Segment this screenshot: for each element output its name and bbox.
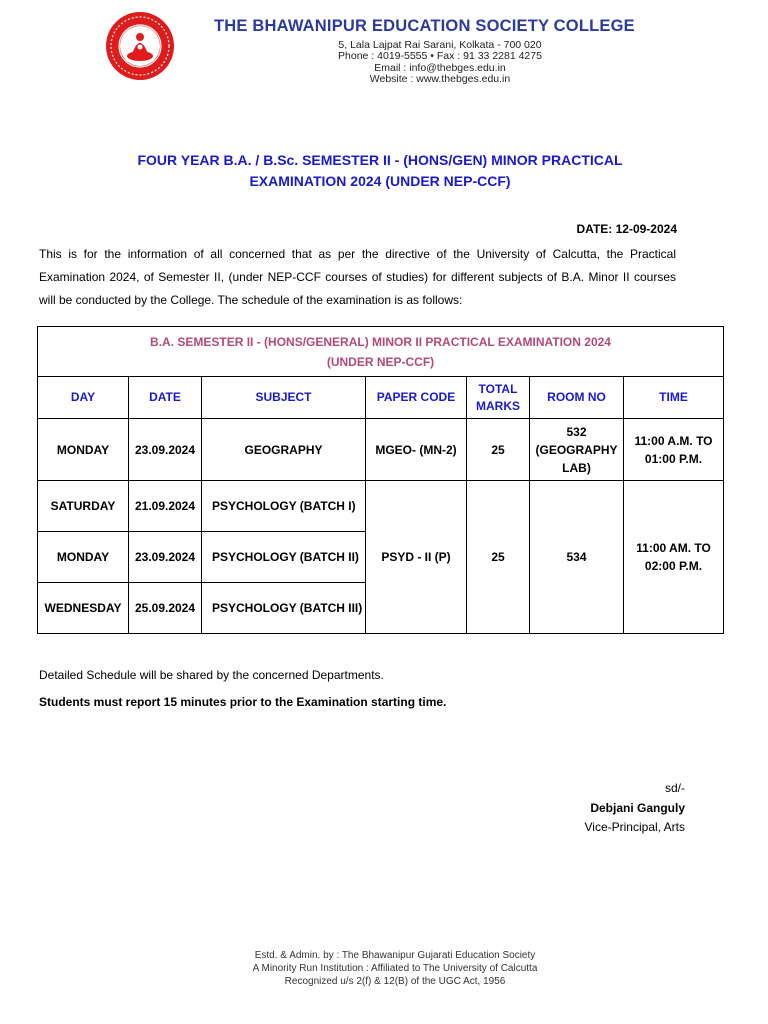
header-total-marks-line1: TOTAL	[478, 381, 518, 396]
cell-day: MONDAY	[38, 419, 129, 481]
cell-day: WEDNESDAY	[38, 583, 129, 634]
notice-intro: This is for the information of all concerned that as per the directive of the University of Calcutta, the Practical Examination 2024, of Semester II, (under NEP-CCF courses of studies) for different subjects of B.A. Minor II courses will be conducted by the College. The schedule of the examination is as follows:	[39, 247, 676, 307]
college-address: 5, Lala Lajpat Rai Sarani, Kolkata - 700 020	[338, 39, 542, 51]
header-total-marks-line2: MARKS	[476, 398, 520, 413]
table-title-line2: (UNDER NEP-CCF)	[326, 354, 435, 369]
header-time: TIME	[624, 377, 724, 419]
cell-marks: 25	[467, 481, 530, 634]
header-paper-code: PAPER CODE	[366, 377, 467, 419]
header-date: DATE	[129, 377, 202, 419]
cell-date: 21.09.2024	[129, 481, 202, 532]
cell-room-line3: LAB)	[562, 460, 591, 475]
cell-day: MONDAY	[38, 532, 129, 583]
header-subject: SUBJECT	[202, 377, 366, 419]
cell-subject: PSYCHOLOGY (BATCH I)	[202, 481, 366, 532]
signature-sd: sd/-	[664, 781, 685, 795]
notice-title-line1: FOUR YEAR B.A. / B.Sc. SEMESTER II - (HONS/GEN) MINOR PRACTICAL	[137, 152, 623, 168]
cell-date: 23.09.2024	[129, 532, 202, 583]
cell-time-line2: 01:00 P.M.	[644, 451, 703, 466]
cell-day: SATURDAY	[38, 481, 129, 532]
schedule-table	[37, 326, 724, 634]
footer-line3: Recognized u/s 2(f) & 12(B) of the UGC Act, 1956	[284, 976, 506, 987]
college-name: THE BHAWANIPUR EDUCATION SOCIETY COLLEGE	[214, 17, 635, 35]
table-title	[38, 327, 724, 377]
cell-time	[624, 419, 724, 481]
footer-line2: A Minority Run Institution : Affiliated to The University of Calcutta	[252, 963, 538, 974]
cell-subject: GEOGRAPHY	[202, 419, 366, 481]
cell-time-line1: 11:00 AM. TO	[636, 541, 711, 555]
cell-date: 25.09.2024	[129, 583, 202, 634]
footer-line1: Estd. & Admin. by : The Bhawanipur Gujarati Education Society	[254, 950, 536, 961]
cell-subject: PSYCHOLOGY (BATCH II)	[202, 532, 366, 583]
cell-subject: PSYCHOLOGY (BATCH III)	[202, 583, 366, 634]
note-detailed-schedule: Detailed Schedule will be shared by the concerned Departments.	[39, 668, 384, 682]
header-total-marks	[467, 377, 530, 419]
cell-time	[624, 481, 724, 634]
signature-name: Debjani Ganguly	[590, 801, 685, 815]
college-email: Email : info@thebges.edu.in	[374, 62, 506, 74]
cell-room	[530, 419, 624, 481]
cell-time-line2: 02:00 P.M.	[644, 559, 703, 573]
table-title-row	[38, 327, 724, 377]
cell-paper-code: PSYD - II (P)	[366, 481, 467, 634]
cell-room: 534	[530, 481, 624, 634]
college-website: Website : www.thebges.edu.in	[369, 73, 511, 85]
college-logo	[104, 10, 176, 82]
cell-paper-code: MGEO- (MN-2)	[366, 419, 467, 481]
table-row	[38, 419, 724, 481]
cell-marks: 25	[467, 419, 530, 481]
college-phone: Phone : 4019-5555 • Fax : 91 33 2281 4275	[338, 50, 542, 62]
cell-date: 23.09.2024	[129, 419, 202, 481]
cell-room-line1: 532	[566, 424, 587, 439]
signature-designation: Vice-Principal, Arts	[584, 820, 685, 834]
notice-title-line2: EXAMINATION 2024 (UNDER NEP-CCF)	[249, 173, 511, 189]
table-header-row	[38, 377, 724, 419]
header-day: DAY	[38, 377, 129, 419]
header-room-no: ROOM NO	[530, 377, 624, 419]
cell-room-line2: (GEOGRAPHY	[535, 442, 618, 457]
cell-time-line1: 11:00 A.M. TO	[634, 433, 713, 448]
table-title-line1: B.A. SEMESTER II - (HONS/GENERAL) MINOR II PRACTICAL EXAMINATION 2024	[150, 334, 611, 349]
notice-title	[40, 150, 720, 192]
table-row	[38, 481, 724, 532]
notice-date: DATE: 12-09-2024	[576, 222, 677, 236]
note-report-time: Students must report 15 minutes prior to the Examination starting time.	[39, 695, 447, 709]
